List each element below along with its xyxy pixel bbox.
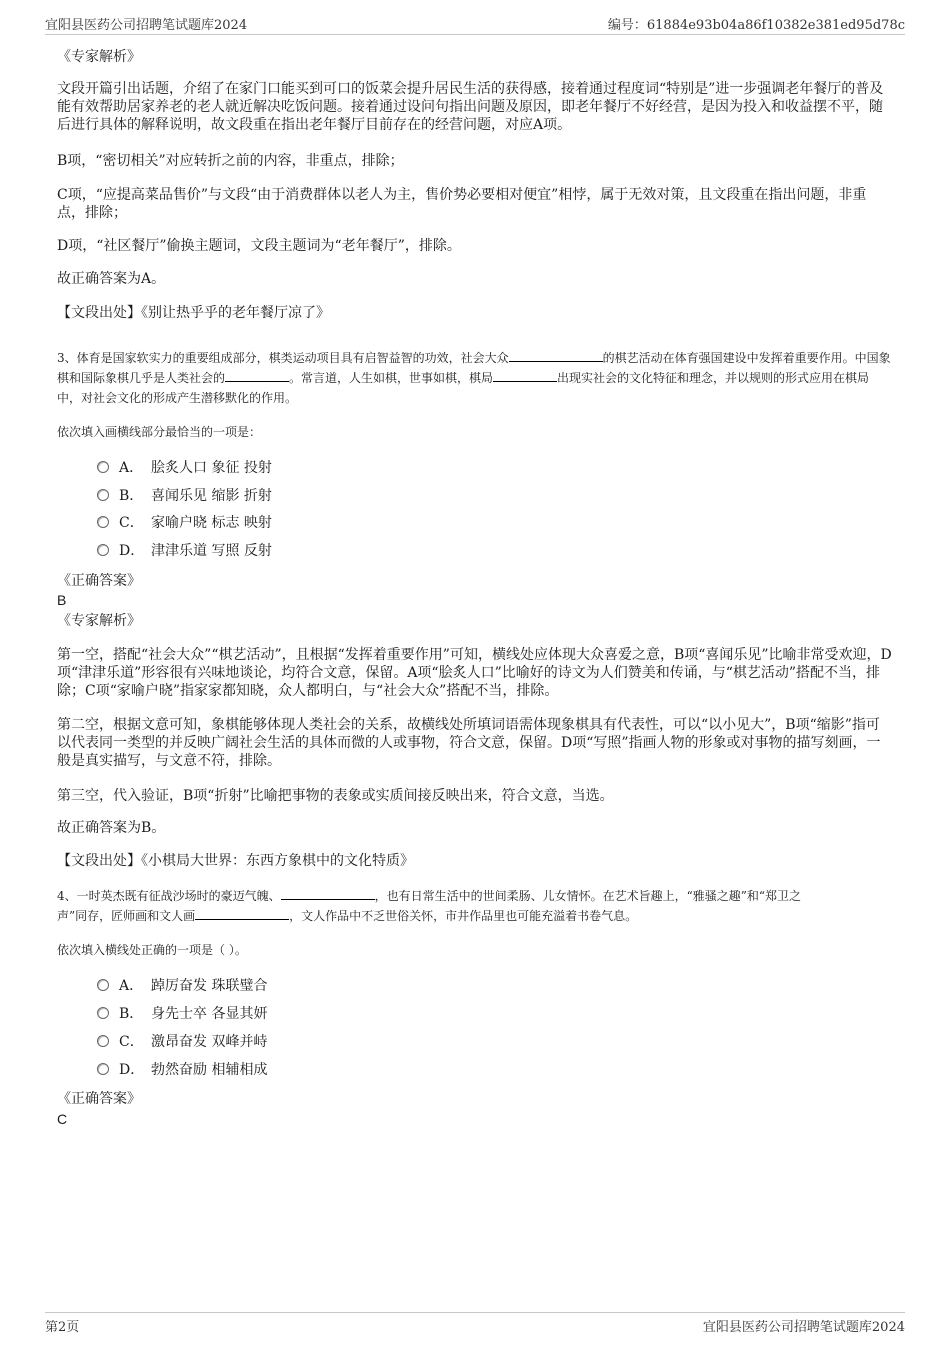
q2-source: 【文段出处】《别让热乎乎的老年餐厅凉了》: [57, 305, 330, 321]
radio-icon[interactable]: [97, 1007, 109, 1019]
q3-stem-part-b: 的棋艺活动在体育强国建设中发挥着重要作用。中国象棋和国际象棋几乎是人类社会的: [57, 351, 891, 385]
q4-option-a[interactable]: A． 踔厉奋发 珠联璧合: [97, 976, 267, 996]
q4-stem-part-c: 声”同存，匠师画和文人画: [57, 909, 196, 923]
footer-title: 宜阳县医药公司招聘笔试题库2024: [702, 1320, 905, 1335]
q3-option-c[interactable]: C． 家喻户晓 标志 映射: [97, 513, 272, 533]
q4-answer-label: 《正确答案》: [57, 1091, 141, 1107]
q4-option-b[interactable]: B． 身先士卒 各显其妍: [97, 1004, 267, 1024]
header-code: 编号：61884e93b04a86f10382e381ed95d78c: [607, 18, 905, 33]
q2-analysis-label: 《专家解析》: [57, 49, 141, 65]
q4-blank-2: [195, 907, 289, 920]
footer-page-number: 第2页: [45, 1320, 80, 1335]
radio-icon[interactable]: [97, 979, 109, 991]
q3-analysis-para-1: 第一空，搭配“社会大众”“棋艺活动”，且根据“发挥着重要作用”可知，横线处应体现大众喜爱之意，B项“喜闻乐见”比喻非常受欢迎，D项“津津乐道”形容很有兴味地谈论，均符合文意，保留。A项“脍炙人口”比喻好的诗文为人们赞美和传诵，与“棋艺活动”搭配不当，排除；C项“家喻户晓”指家家都知晓，众人都明白，与“社会大众”搭配不当，排除。: [57, 647, 892, 699]
q3-analysis-para-4: 故正确答案为B。: [57, 820, 166, 836]
q4-stem-part-d: ，文人作品中不乏世俗关怀，市井作品里也可能充溢着书卷气息。: [289, 909, 638, 923]
q3-answer: B: [57, 592, 67, 608]
header-title: 宜阳县医药公司招聘笔试题库2024: [45, 18, 248, 33]
radio-icon[interactable]: [97, 544, 109, 556]
q4-option-d[interactable]: D． 勃然奋励 相辅相成: [97, 1060, 267, 1080]
q4-blank-1: [281, 887, 375, 900]
q3-blank-2: [225, 369, 289, 382]
q3-option-a[interactable]: A． 脍炙人口 象征 投射: [97, 458, 272, 478]
q2-analysis-para-1: 文段开篇引出话题，介绍了在家门口能买到可口的饭菜会提升居民生活的获得感，接着通过程度词“特别是”进一步强调老年餐厅的普及能有效帮助居家养老的老人就近解决吃饭问题。接着通过设问句指出问题及原因，即老年餐厅不好经营，是因为投入和收益摆不平，随后进行具体的解释说明，故文段重在指出老年餐厅目前存在的经营问题，对应A项。: [57, 81, 884, 133]
q3-stem-part-c: 。常言道，人生如棋，世事如棋，棋局: [289, 371, 494, 385]
q2-analysis-para-5: 故正确答案为A。: [57, 271, 166, 287]
q3-prompt: 依次填入画横线部分最恰当的一项是：: [57, 425, 262, 439]
q4-stem: [57, 886, 893, 926]
radio-icon[interactable]: [97, 516, 109, 528]
page-header: [45, 14, 905, 35]
q2-analysis-para-4: D项，“社区餐厅”偷换主题词，文段主题词为“老年餐厅”，排除。: [57, 238, 461, 254]
q4-stem-part-b: ，也有日常生活中的世间柔肠、儿女情怀。在艺术旨趣上，“雅骚之趣”和“郑卫之: [374, 889, 802, 903]
q3-stem: [57, 348, 893, 408]
q4-stem-part-a: 4、一时英杰既有征战沙场时的豪迈气魄、: [57, 889, 281, 903]
q3-analysis-para-3: 第三空，代入验证，B项“折射”比喻把事物的表象或实质间接反映出来，符合文意，当选。: [57, 788, 614, 804]
q2-analysis-para-2: B项，“密切相关”对应转折之前的内容，非重点，排除；: [57, 153, 404, 169]
q3-analysis-para-2: 第二空，根据文意可知，象棋能够体现人类社会的关系，故横线处所填词语需体现象棋具有代表性，可以“以小见大”，B项“缩影”指可以代表同一类型的并反映广阔社会生活的具体而微的人或事物，符合文意，保留。D项“写照”指画人物的形象或对事物的描写刻画，一般是真实描写，与文意不符，排除。: [57, 717, 881, 769]
page-footer: [45, 1312, 905, 1336]
radio-icon[interactable]: [97, 1035, 109, 1047]
q3-stem-part-d: 出现实社会的文化特征和理念，并以规则的形式应用在棋局中，对社会文化的形成产生潜移默化的作用。: [57, 371, 870, 405]
q3-option-b[interactable]: B． 喜闻乐见 缩影 折射: [97, 486, 272, 506]
q3-blank-1: [509, 349, 603, 362]
q3-answer-label: 《正确答案》: [57, 573, 141, 589]
radio-icon[interactable]: [97, 1063, 109, 1075]
radio-icon[interactable]: [97, 461, 109, 473]
radio-icon[interactable]: [97, 489, 109, 501]
q3-stem-part-a: 3、体育是国家软实力的重要组成部分，棋类运动项目具有启智益智的功效，社会大众: [57, 351, 509, 365]
q3-source: 【文段出处】《小棋局大世界：东西方象棋中的文化特质》: [57, 853, 414, 869]
q4-option-c[interactable]: C． 激昂奋发 双峰并峙: [97, 1032, 267, 1052]
q2-analysis-para-3: C项，“应提高菜品售价”与文段“由于消费群体以老人为主，售价势必要相对便宜”相悖，属于无效对策，且文段重在指出问题，非重点，排除；: [57, 187, 867, 221]
q4-prompt: 依次填入横线处正确的一项是（ ）。: [57, 943, 247, 957]
q4-answer: C: [57, 1111, 68, 1127]
q3-analysis-label: 《专家解析》: [57, 613, 141, 629]
q3-blank-3: [493, 369, 557, 382]
q3-option-d[interactable]: D． 津津乐道 写照 反射: [97, 541, 272, 561]
